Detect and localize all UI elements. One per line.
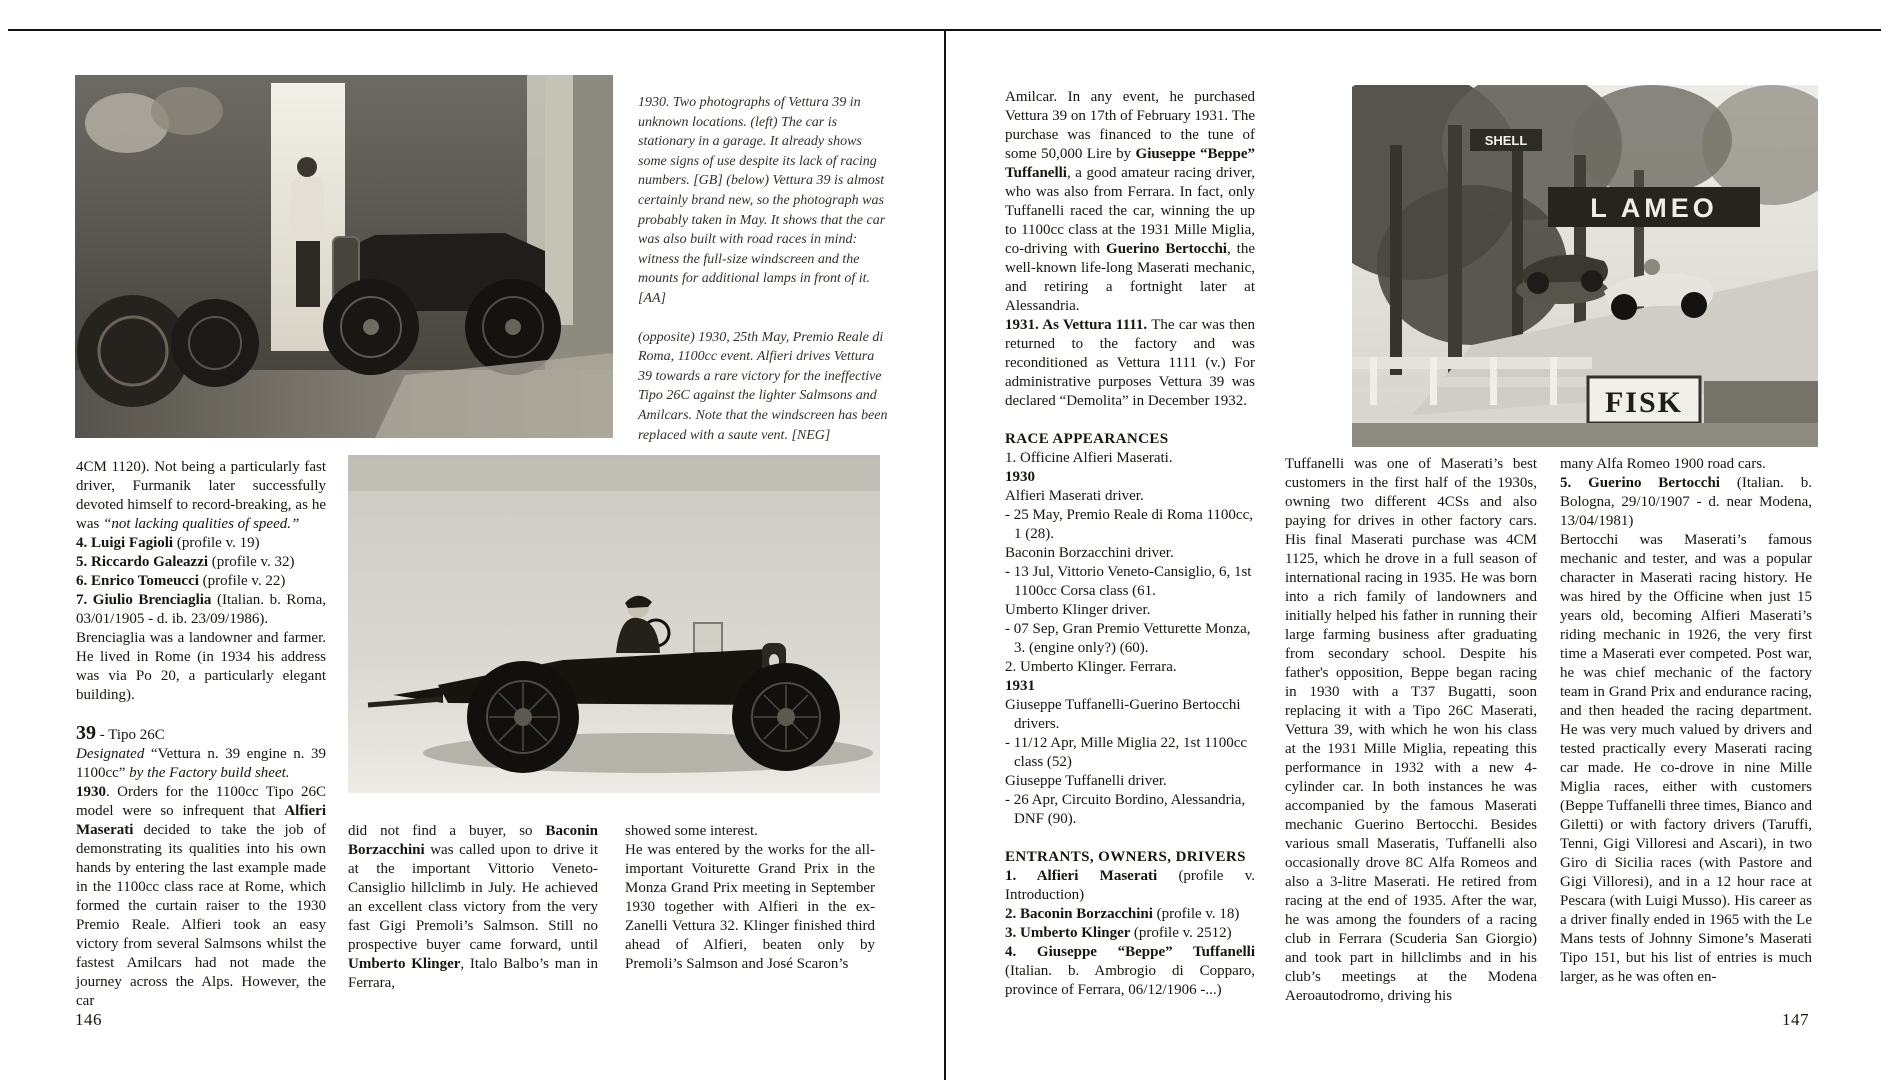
right-col-1 — [1005, 88, 1255, 1000]
text-segment: Giuseppe Tuffanelli-Guerino Bertocchi drivers. — [1005, 697, 1241, 732]
paragraph — [348, 822, 598, 993]
text-segment: , Italo Balbo’s man in Ferrara, — [348, 956, 598, 991]
text-segment: Brenciaglia was a landowner and farmer. He lived in Rome (in 1934 his address was via Po 20, a particularly elegant building). — [76, 630, 326, 703]
text-segment: 1930 — [1005, 469, 1035, 485]
paragraph — [1005, 316, 1255, 411]
paragraph — [1005, 563, 1255, 601]
paragraph — [76, 572, 326, 591]
paragraph — [1005, 487, 1255, 506]
text-segment: 7. Giulio Brenciaglia — [76, 592, 217, 608]
paragraph — [1005, 677, 1255, 696]
text-segment: Alfieri Maserati driver. — [1005, 488, 1144, 504]
paragraph — [1005, 601, 1255, 620]
page-number-left: 146 — [75, 1010, 102, 1029]
right-col-2 — [1285, 455, 1537, 1006]
text-segment: 1930. Two photographs of Vettura 39 in unknown locations. (left) The car is stationary in a garage. It already shows some signs of use despite its lack of racing numbers. [GB] (below) Vettura 39 is almost certainly brand new, so the photograph was probably taken in May. It shows that the car was also built with road races in mind: witness the full-size windscreen and the mounts for additional lamps in front of it. [AA] — [638, 95, 886, 306]
text-segment: - 13 Jul, Vittorio Veneto-Cansiglio, 6, 1st 1100cc Corsa class (61. — [1005, 564, 1252, 599]
text-segment: was called upon to drive it at the important Vittorio Veneto-Cansiglio hillclimb in July. He achieved an excellent class victory from the very fast Gigi Premoli’s Salmson. Still no prospective buyer came forward, until — [348, 842, 598, 953]
right-col-3 — [1560, 455, 1812, 987]
text-segment: (Italian. b. Ambrogio di Copparo, province of Ferrara, 06/12/1906 -...) — [1005, 963, 1255, 998]
text-segment: The car was then returned to the factory and was reconditioned as Vettura 1111 (v.) For administrative purposes Vettura 39 was declared “Demolita” in December 1932. — [1005, 317, 1255, 409]
text-segment: Guerino Bertocchi — [1106, 241, 1227, 257]
text-segment: . Orders for the 1100cc Tipo 26C model were so infrequent that — [76, 784, 326, 819]
garage-photo — [75, 75, 613, 438]
paragraph — [76, 724, 326, 745]
text-segment: He was entered by the works for the all-important Voiturette Grand Prix in the Monza Grand Prix meeting in September 1930 together with Alfieri in the ex-Zanelli Vettura 32. Klinger finished third ahead of Alfieri, beaten only by Premoli’s Salmson and José Scaron’s — [625, 842, 875, 972]
fisk-sign — [1588, 377, 1700, 423]
text-segment: 4CM 1120). Not being a particularly fast driver, Furmanik later successfully devoted himself to record-breaking, as he was — [76, 459, 326, 532]
text-segment: Giuseppe “Beppe” Tuffanelli — [1005, 146, 1255, 181]
svg-text:FISK: FISK — [1604, 386, 1684, 419]
center-page-divider — [944, 29, 946, 1080]
text-segment: “Vettura n. 39 engine n. 39 1100cc” — [76, 746, 326, 781]
text-segment: (profile v. 18) — [1156, 906, 1240, 922]
paragraph — [1005, 430, 1255, 449]
text-segment: 5. Guerino Bertocchi — [1560, 475, 1737, 491]
text-segment: showed some interest. — [625, 823, 758, 839]
paragraph — [1005, 506, 1255, 544]
text-segment: (profile v. 2512) — [1133, 925, 1232, 941]
text-segment: ENTRANTS, OWNERS, DRIVERS — [1005, 849, 1246, 865]
text-segment: (profile v. 32) — [211, 554, 295, 570]
text-segment: (profile v. Introduction) — [1005, 868, 1255, 903]
paragraph — [1560, 474, 1812, 531]
text-segment: Umberto Klinger — [348, 956, 461, 972]
text-segment: 5. Riccardo Galeazzi — [76, 554, 212, 570]
paragraph — [76, 534, 326, 553]
text-segment: 4. Giuseppe “Beppe” Tuffanelli — [1005, 944, 1255, 960]
text-segment: 1931 — [1005, 678, 1035, 694]
paragraph — [76, 458, 326, 534]
text-segment: 1931. As Vettura 1111. — [1005, 317, 1148, 333]
svg-text:SHELL: SHELL — [1484, 133, 1528, 148]
text-segment: , the well-known life-long Maserati mechanic, and retiring a fortnight later at Alessandria. — [1005, 241, 1255, 314]
text-segment: “not lacking qualities of speed.” — [103, 516, 300, 532]
paragraph — [1005, 772, 1255, 791]
photo-caption — [638, 93, 888, 445]
text-segment: Giuseppe Tuffanelli driver. — [1005, 773, 1167, 789]
left-col-2 — [348, 822, 598, 993]
text-segment: Designated — [76, 746, 151, 762]
paragraph — [76, 745, 326, 783]
paragraph — [1005, 468, 1255, 487]
paragraph — [1005, 867, 1255, 905]
text-segment: many Alfa Romeo 1900 road cars. — [1560, 456, 1766, 472]
paragraph — [1005, 696, 1255, 734]
paragraph — [76, 629, 326, 705]
text-segment: 39 — [76, 722, 96, 744]
paragraph — [1005, 943, 1255, 1000]
text-segment: 6. Enrico Tomeucci — [76, 573, 203, 589]
paragraph — [1005, 905, 1255, 924]
paragraph — [76, 553, 326, 572]
paragraph — [76, 591, 326, 629]
text-segment: 1. Alfieri Maserati — [1005, 868, 1179, 884]
paragraph — [625, 841, 875, 974]
paragraph — [1005, 658, 1255, 677]
text-segment: (Italian. b. Roma, 03/01/1905 - d. ib. 23/09/1986). — [76, 592, 326, 627]
text-segment: did not find a buyer, so — [348, 823, 546, 839]
text-segment: 2. Umberto Klinger. Ferrara. — [1005, 659, 1177, 675]
text-segment: decided to take the job of demonstrating its qualities into his own hands by entering the last example made in the 1100cc class race at Rome, which formed the curtain raiser to the 1930 Premio Reale. Alfieri took an easy victory from several Salmsons whilst the fastest Amilcars had not made the journey across the Alps. However, the car — [76, 822, 326, 1009]
paragraph — [1005, 848, 1255, 867]
paragraph — [1560, 455, 1812, 474]
text-segment: - 07 Sep, Gran Premio Vetturette Monza, 3. (engine only?) (60). — [1005, 621, 1251, 656]
text-segment: - Tipo 26C — [96, 727, 165, 743]
text-segment: Umberto Klinger driver. — [1005, 602, 1151, 618]
text-segment: 4. Luigi Fagioli — [76, 535, 177, 551]
shell-sign — [1470, 129, 1542, 151]
paragraph — [638, 93, 888, 309]
race-photo — [1352, 85, 1818, 447]
text-segment: - 11/12 Apr, Mille Miglia 22, 1st 1100cc class (52) — [1005, 735, 1248, 770]
text-segment: 1930 — [76, 784, 106, 800]
paragraph — [1005, 544, 1255, 563]
left-col-3 — [625, 822, 875, 974]
front-wheel — [732, 663, 840, 771]
text-segment: 3. Umberto Klinger — [1005, 925, 1134, 941]
paragraph — [1005, 620, 1255, 658]
paragraph — [76, 783, 326, 1011]
paragraph — [1560, 531, 1812, 987]
text-segment: Baconin Borzacchini — [348, 823, 598, 858]
paragraph — [638, 328, 888, 446]
text-segment: (profile v. 22) — [202, 573, 286, 589]
text-segment: (Italian. b. Bologna, 29/10/1907 - d. near Modena, 13/04/1981) — [1560, 475, 1812, 529]
text-segment: (profile v. 19) — [176, 535, 260, 551]
text-segment: Bertocchi was Maserati’s famous mechanic and tester, and was a popular character in Maserati racing history. He was hired by the Officine when just 15 years old, becoming Alfieri Maserati’s riding mechanic in 1926, the very first time a Maserati ever competed. Post war, he was chief mechanic of the factory team in Grand Prix and endurance racing, and then headed the racing department. He was very much valued by drivers and tested practically every Maserati racing car made. He co-drove in nine Mille Miglia races, either with customers (Beppe Tuffanelli three times, Bianco and Giletti) or with factory drivers (Taruffi, Tenni, Gigi Villoresi and Ascari), in two Giro di Sicilia races (with Pastore and Gigi Villoresi), and in a 12 hour race at Pescara (with Luigi Musso). His career as a driver finally ended in 1965 with the Le Mans tests of Johnny Simone’s Maserati Tipo 151, but his list of entries is much larger, as he was often en- — [1560, 532, 1812, 985]
paragraph — [1005, 924, 1255, 943]
left-col-1 — [76, 458, 326, 1011]
paragraph — [1005, 734, 1255, 772]
page-number-right: 147 — [1782, 1010, 1809, 1029]
paragraph — [625, 822, 875, 841]
ameo-banner — [1548, 187, 1760, 227]
text-segment: Amilcar. In any event, he purchased Vettura 39 on 17th of February 1931. The purchase was financed to the tune of some 50,000 Lire by — [1005, 89, 1255, 162]
paragraph — [1285, 455, 1537, 1006]
text-segment: Alfieri Maserati — [76, 803, 326, 838]
text-segment: by the Factory build sheet. — [129, 765, 290, 781]
text-segment: RACE APPEARANCES — [1005, 431, 1169, 447]
paragraph — [1005, 791, 1255, 829]
svg-text:L AMEO: L AMEO — [1590, 193, 1718, 223]
rear-wheel — [467, 661, 579, 773]
paragraph — [1005, 88, 1255, 316]
studio-photo — [348, 455, 880, 793]
text-segment: Baconin Borzacchini driver. — [1005, 545, 1174, 561]
text-segment: 2. Baconin Borzacchini — [1005, 906, 1157, 922]
text-segment: Tuffanelli was one of Maserati’s best customers in the first half of the 1930s, owning two different 4CSs and also paying for drives in other factory cars. His final Maserati purchase was 4CM 1125, which he drove in a full season of international racing in 1935. He was born into a rich family of landowners and initially helped his father in running their large farming business after graduating from secondary school. Despite his father's opposition, Beppe began racing in 1930 with a T37 Bugatti, soon replacing it with a Tipo 26C Maserati, Vettura 39, with which he won his class at the 1931 Mille Miglia, repeating this performance in 1932 with a new 4-cylinder car. In both instances he was accompanied by the famous Maserati mechanic Guerino Bertocchi. Besides various small Maseratis, Tuffanelli also occasionally drove 8C Alfa Romeos and also a 3-litre Maserati. He retired from racing at the end of 1935. After the war, he was among the founders of a racing club in Ferrara (Scuderia San Giorgio) and took part in hillclimbs and in his club’s meetings at the Modena Aeroautodromo, driving his — [1285, 456, 1537, 1004]
text-segment: 1. Officine Alfieri Maserati. — [1005, 450, 1173, 466]
paragraph — [1005, 449, 1255, 468]
text-segment: - 25 May, Premio Reale di Roma 1100cc, 1 (28). — [1005, 507, 1253, 542]
text-segment: - 26 Apr, Circuito Bordino, Alessandria, DNF (90). — [1005, 792, 1246, 827]
text-segment: , a good amateur racing driver, who was also from Ferrara. In fact, only Tuffanelli raced the car, winning the up to 1100cc class at the 1931 Mille Miglia, co-driving with — [1005, 165, 1255, 257]
text-segment: (opposite) 1930, 25th May, Premio Reale di Roma, 1100cc event. Alfieri drives Vettura 39 towards a rare victory for the ineffective Tipo 26C against the lighter Salmsons and Amilcars. Note that the windscreen has been replaced with a saute vent. [NEG] — [638, 329, 888, 443]
